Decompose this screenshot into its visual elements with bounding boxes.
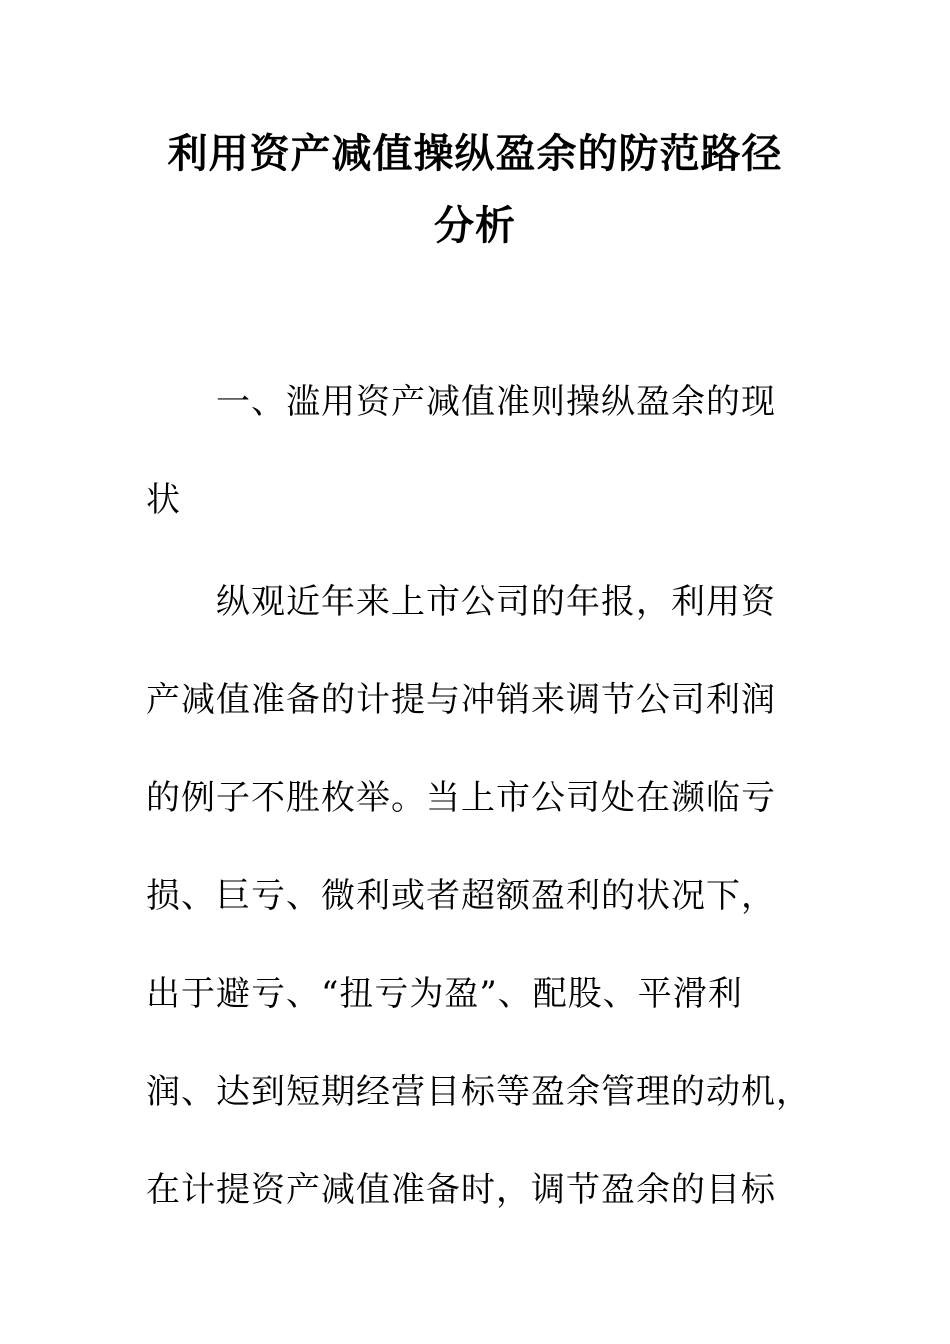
paragraph-line-4: 损、巨亏、微利或者超额盈利的状况下，: [146, 876, 776, 916]
paragraph-line-2: 产减值准备的计提与冲销来调节公司利润: [146, 680, 776, 720]
section-heading-line-1: 一、滥用资产减值准则操纵盈余的现: [216, 382, 776, 422]
paragraph-line-5: 出于避亏、“扭亏为盈”、配股、平滑利: [146, 974, 743, 1014]
paragraph-line-6: 润、达到短期经营目标等盈余管理的动机，: [146, 1072, 811, 1112]
paragraph-line-1: 纵观近年来上市公司的年报，利用资: [216, 582, 776, 622]
document-title-line-2: 分析: [434, 202, 516, 249]
paragraph-line-3: 的例子不胜枚举。当上市公司处在濒临亏: [146, 778, 776, 818]
document-title-line-1: 利用资产减值操纵盈余的防范路径: [167, 130, 783, 177]
paragraph-line-7: 在计提资产减值准备时，调节盈余的目标: [146, 1170, 776, 1210]
section-heading-line-2: 状: [146, 480, 181, 520]
